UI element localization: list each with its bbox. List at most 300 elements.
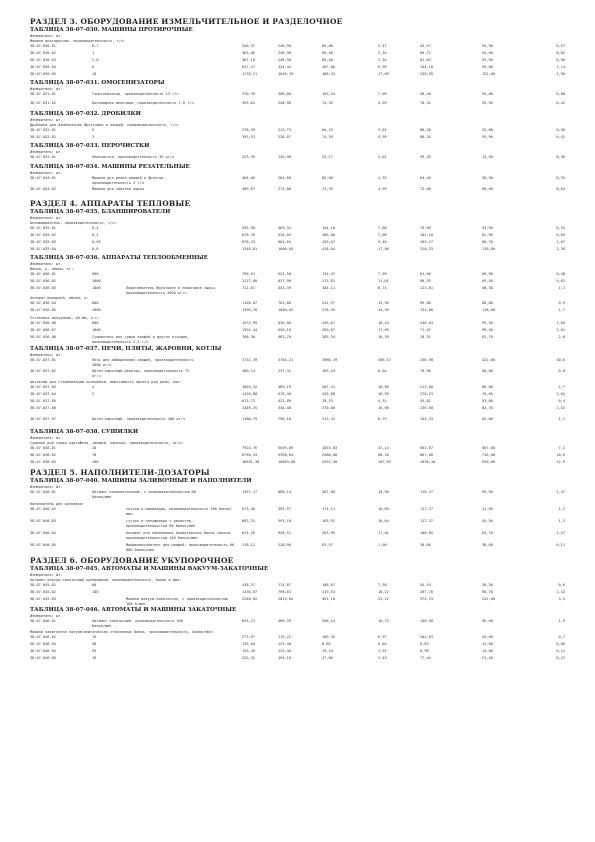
table-cell: 99,50 <box>482 328 493 332</box>
table-cell: 38-07-040-04 <box>30 531 56 535</box>
table-cell: 1000 <box>92 286 101 290</box>
table-row <box>30 51 575 58</box>
table-cell: 14,99 <box>378 308 389 312</box>
table-note: Измеритель: шт. <box>30 436 63 440</box>
table-cell: 10,6 <box>556 358 565 362</box>
table-cell: 38-07-037-06 <box>30 406 56 410</box>
table-cell: 768,30 <box>242 335 255 339</box>
table-cell: 624,50 <box>278 272 291 276</box>
table-cell: 207,70 <box>420 590 433 594</box>
table-cell: 38-07-037-01 <box>30 358 56 362</box>
table-note: Измеритель: шт. <box>30 485 63 489</box>
table-row <box>30 272 575 279</box>
table-cell: 38-07-045-03 <box>30 597 56 601</box>
table-cell: 118,00 <box>482 308 495 312</box>
table-cell: 240,03 <box>420 321 433 325</box>
table-cell: 56,60 <box>482 619 493 623</box>
table-cell: 595,90 <box>242 226 255 230</box>
table-cell: 38-07-040-02 <box>30 507 56 511</box>
table-cell: 154,18 <box>420 65 433 69</box>
table-cell: 375,33 <box>420 597 433 601</box>
table-row <box>30 597 575 606</box>
table-cell: 930,00 <box>482 460 495 464</box>
table-cell: 38-07-037-02 <box>30 369 56 373</box>
table-cell: 21,40 <box>482 656 493 660</box>
table-cell: 3704,21 <box>278 358 294 362</box>
table-row <box>30 417 575 428</box>
table-cell: 1,47 <box>556 490 565 494</box>
table-cell: 567,00 <box>482 446 495 450</box>
table-cell: 3,01 <box>378 155 387 159</box>
table-cell: 248,90 <box>278 44 291 48</box>
table-row <box>30 176 575 187</box>
table-cell: 38-07-030-05 <box>30 72 56 76</box>
table-cell: 134,88 <box>420 308 433 312</box>
table-cell: 18,22 <box>378 590 389 594</box>
table-cell: 55,90 <box>482 44 493 48</box>
table-heading: ТАБЛИЦА 38-07-035. БЛАНШИРОВАТЕЛИ <box>30 209 171 215</box>
table-cell: 1006,84 <box>278 247 294 251</box>
table-cell: 4,99 <box>378 135 387 139</box>
table-cell: 8,75 <box>378 417 387 421</box>
table-cell: 0,82 <box>556 51 565 55</box>
table-cell: 70,90 <box>420 369 431 373</box>
table-cell: 154,33 <box>420 417 433 421</box>
table-cell: 8750,33 <box>242 453 258 457</box>
table-cell: 0,95 <box>92 240 101 244</box>
table-cell: 5398,64 <box>278 453 294 457</box>
table-note: Измеритель: шт. <box>30 34 63 38</box>
table-row <box>30 519 575 531</box>
table-cell: 6,97 <box>378 635 387 639</box>
table-cell: 153,49 <box>242 649 255 653</box>
table-cell: 38-07-031-01 <box>30 92 56 96</box>
table-cell: 1176,21 <box>242 72 258 76</box>
table-cell: 1853,03 <box>322 446 338 450</box>
table-cell: 2,47 <box>378 44 387 48</box>
table-cell: 676,76 <box>242 233 255 237</box>
table-cell: 419,53 <box>322 590 335 594</box>
table-cell: 393,57 <box>278 507 291 511</box>
section-heading: РАЗДЕЛ 3. ОБОРУДОВАНИЕ ИЗМЕЛЬЧИТЕЛЬНОЕ И РАЗДЕЛОЧНОЕ <box>30 17 343 26</box>
table-cell: 45,50 <box>482 519 493 523</box>
table-cell: 1392,44 <box>242 328 258 332</box>
table-cell: 38-07-038-02 <box>30 453 56 457</box>
table-cell: 2,34 <box>378 58 387 62</box>
table-row <box>30 583 575 590</box>
table-cell: 187,06 <box>322 65 335 69</box>
table-cell: 270,23 <box>420 392 433 396</box>
table-row <box>30 543 575 555</box>
table-cell: 123,40 <box>278 649 291 653</box>
table-cell: 2,34 <box>378 51 387 55</box>
table-cell: 108,07 <box>322 583 335 587</box>
table-heading: ТАБЛИЦА 38-07-030. МАШИНЫ ПРОТИРОЧНЫЕ <box>30 27 193 33</box>
table-cell: Коллоидная мельница, производительность 7,0 т/ч <box>92 101 194 105</box>
table-cell: 232,00 <box>482 597 495 601</box>
table-row <box>30 247 575 254</box>
table-cell: 58,00 <box>482 187 493 191</box>
table-row <box>30 286 575 296</box>
table-cell: 134,47 <box>322 272 335 276</box>
table-cell: 19,10 <box>322 649 333 653</box>
table-note: Измеритель: шт. <box>30 573 63 577</box>
table-cell: 50,00 <box>482 369 493 373</box>
table-cell: 860,14 <box>278 490 291 494</box>
table-cell: 1,7 <box>558 308 565 312</box>
table-cell: 17,09 <box>378 328 389 332</box>
table-row <box>30 446 575 453</box>
table-cell: 18,31 <box>420 335 431 339</box>
table-cell: 117,37 <box>420 519 433 523</box>
table-cell: 63,60 <box>482 417 493 421</box>
table-cell: 55,00 <box>482 92 493 96</box>
table-cell: 38-07-038-03 <box>30 460 56 464</box>
table-cell: 10663,68 <box>278 460 296 464</box>
table-cell: 600 <box>92 321 99 325</box>
table-cell: 1,1 <box>558 417 565 421</box>
table-cell: 1000 <box>92 308 101 312</box>
table-cell: 98,70 <box>482 590 493 594</box>
table-cell: 58,48 <box>420 92 431 96</box>
table-row <box>30 590 575 597</box>
table-cell: 1572,99 <box>242 321 258 325</box>
table-cell: 1,9 <box>558 619 565 623</box>
table-cell: 0,64 <box>556 187 565 191</box>
table-cell: 204,63 <box>420 635 433 639</box>
table-cell: Котел-варочный-реактор, производительность 75 кг/ч <box>92 369 190 378</box>
table-cell: Фаршенаполнитель для овощей, производительность 60 000 банок/мин <box>126 543 235 552</box>
table-cell: 310,33 <box>420 247 433 251</box>
table-cell: 370,80 <box>322 406 335 410</box>
table-row <box>30 128 575 135</box>
table-row <box>30 619 575 630</box>
table-cell: 55,90 <box>482 101 493 105</box>
table-cell: 74,39 <box>322 101 333 105</box>
table-cell: 9,40 <box>378 240 387 244</box>
table-cell: 38-07-046-05 <box>30 656 56 660</box>
table-row <box>30 226 575 233</box>
table-cell: 1436,87 <box>242 590 258 594</box>
document-page <box>30 16 575 663</box>
table-row <box>30 72 575 79</box>
table-cell: 0,68 <box>556 92 565 96</box>
table-cell: 69,40 <box>482 279 493 283</box>
table-cell: 38-07-030-04 <box>30 65 56 69</box>
table-cell: 130,90 <box>278 155 291 159</box>
table-cell: 0,55 <box>556 226 565 230</box>
table-cell: 38-07-030-01 <box>30 44 56 48</box>
table-cell: 540,40 <box>278 406 291 410</box>
table-cell: 1,07 <box>556 240 565 244</box>
table-cell: 0,84 <box>378 642 387 646</box>
table-cell: 38-07-036-05 <box>30 308 56 312</box>
table-cell: 64,40 <box>420 176 431 180</box>
table-row <box>30 308 575 316</box>
table-note: Машина протирочная, производительность, т/ч: <box>30 39 126 43</box>
table-cell: 119,22 <box>278 635 291 639</box>
table-cell: 378,59 <box>322 308 335 312</box>
table-cell: 7,2 <box>558 446 565 450</box>
table-cell: 38-07-035-01 <box>30 226 56 230</box>
table-cell: 10 <box>92 72 97 76</box>
table-cell: 6,99 <box>378 65 387 69</box>
table-cell: 93,50 <box>482 321 493 325</box>
table-cell: 267,31 <box>322 385 335 389</box>
table-cell: 0,12 <box>556 649 565 653</box>
table-cell: 16,99 <box>378 392 389 396</box>
table-cell: 44,82 <box>420 399 431 403</box>
table-cell: 4,99 <box>378 101 387 105</box>
table-cell: 0,7 <box>558 635 565 639</box>
table-cell: 38-07-037-07 <box>30 417 56 421</box>
table-cell: 38-07-045-01 <box>30 583 56 587</box>
table-cell: 38-07-033-01 <box>30 155 56 159</box>
table-cell: 5 <box>92 128 95 132</box>
table-cell: 61,06 <box>420 272 431 276</box>
table-cell: 38-07-036-03 <box>30 286 56 290</box>
table-row <box>30 301 575 308</box>
table-cell: 45,00 <box>482 635 493 639</box>
table-cell: 10,90 <box>378 490 389 494</box>
table-cell: 393,18 <box>278 519 291 523</box>
table-cell: 38-07-036-08 <box>30 335 56 339</box>
table-cell: 12,9 <box>556 460 565 464</box>
table-cell: 488,43 <box>322 72 335 76</box>
table-cell: 837,90 <box>278 279 291 283</box>
table-cell: 55,90 <box>482 135 493 139</box>
table-cell: 109,35 <box>322 635 335 639</box>
table-cell: 118,00 <box>482 247 495 251</box>
table-cell: 80,34 <box>420 135 431 139</box>
table-cell: 562,67 <box>420 446 433 450</box>
table-cell: 39,35 <box>420 155 431 159</box>
table-cell: 0,83 <box>420 642 429 646</box>
table-cell: Сушиватель для сушки овощей и других отходов, производительность 2,5 т/ч <box>92 335 190 344</box>
table-cell: Автомат наполнительный, с производительностью 60 банок/мин <box>92 490 196 499</box>
table-cell: 17,08 <box>378 247 389 251</box>
table-cell: 387,18 <box>242 58 255 62</box>
table-cell: 790,18 <box>278 417 291 421</box>
table-cell: 320,32 <box>242 656 255 660</box>
table-cell: 0,7 <box>92 44 99 48</box>
table-row <box>30 385 575 392</box>
table-cell: 0,36 <box>556 128 565 132</box>
table-cell: Гомогенизатор, производительность 13 т/ч <box>92 92 179 96</box>
table-cell: Перочистка, производительность 30 кг/ч <box>92 155 175 159</box>
table-note: Ванна, ρ, объем, кг: <box>30 267 74 271</box>
table-cell: 66,00 <box>482 385 493 389</box>
table-cell: 38-07-035-03 <box>30 240 56 244</box>
table-cell: 223,39 <box>242 155 255 159</box>
table-cell: 0,4 <box>92 233 99 237</box>
table-cell: 7,38 <box>378 583 387 587</box>
table-cell: 243,31 <box>322 417 335 421</box>
table-cell: 70 <box>92 453 97 457</box>
table-cell: 99,80 <box>420 301 431 305</box>
table-cell: Аппарат для наполнения кондитерских банок сиропа, производительностью 100 банок/мин <box>126 531 233 540</box>
table-cell: 1,14 <box>556 65 565 69</box>
table-cell: 72,08 <box>420 187 431 191</box>
table-cell: 183,92 <box>322 519 335 523</box>
table-cell: 0,4 <box>558 399 565 403</box>
table-cell: 236,68 <box>420 406 433 410</box>
table-cell: 117,37 <box>420 507 433 511</box>
table-note: Аппарат выпарной, объем, л: <box>30 296 89 300</box>
table-cell: 118,47 <box>420 490 433 494</box>
table-cell: 68,18 <box>378 453 389 457</box>
table-cell: 10,03 <box>378 507 389 511</box>
table-cell: 30,30 <box>482 583 493 587</box>
table-row <box>30 279 575 286</box>
table-cell: Автомат закаточный, производительность 100 банок/мин <box>92 619 183 628</box>
table-cell: 248,90 <box>278 101 291 105</box>
table-cell: 123,40 <box>278 642 291 646</box>
table-row <box>30 649 575 656</box>
table-cell: 16,00 <box>378 406 389 410</box>
table-cell: 4352,30 <box>322 460 338 464</box>
table-cell: 438,37 <box>242 583 255 587</box>
table-cell: 184,11 <box>322 286 335 290</box>
table-cell: 650,10 <box>278 328 291 332</box>
table-note: Измеритель: шт. <box>30 353 63 357</box>
table-cell: 30 <box>92 642 97 646</box>
table-cell: 1,2 <box>558 507 565 511</box>
table-cell: 74,39 <box>322 187 333 191</box>
section-heading: РАЗДЕЛ 4. АППАРАТЫ ТЕПЛОВЫЕ <box>30 199 191 208</box>
table-cell: 13,00 <box>482 642 493 646</box>
table-cell: 2,01 <box>556 328 565 332</box>
table-cell: Машина вакуум-закаточная, с производительностью 100 б/мин <box>126 597 228 606</box>
table-cell: 0,4 <box>92 226 99 230</box>
table-cell: 0,62 <box>556 279 565 283</box>
table-cell: 2,52 <box>556 406 565 410</box>
table-cell: 393,62 <box>242 101 255 105</box>
table-cell: 1003,42 <box>242 385 258 389</box>
table-row <box>30 321 575 328</box>
table-cell: 84,70 <box>482 406 493 410</box>
table-row <box>30 656 575 663</box>
table-cell: 8,74 <box>378 286 387 290</box>
table-row <box>30 135 575 142</box>
table-cell: 6 <box>92 65 95 69</box>
table-cell: Подогреватель фруктовое и пороговое сырья, производительность 4500 кг/ч <box>126 286 217 295</box>
table-heading: ТАБЛИЦА 38-07-045. АВТОМАТЫ И МАШИНЫ ВАКУУМ-ЗАКАТОЧНЫЕ <box>30 566 269 572</box>
table-cell: 55,90 <box>482 58 493 62</box>
table-row <box>30 155 575 163</box>
table-cell: 670,40 <box>278 392 291 396</box>
table-cell: 611,28 <box>242 531 255 535</box>
table-heading: ТАБЛИЦА 38-07-031. ОМОГЕНИЗАТОРЫ <box>30 80 165 86</box>
table-cell: 256,98 <box>420 358 433 362</box>
table-cell: 38-07-037-03 <box>30 385 56 389</box>
table-row <box>30 233 575 240</box>
table-cell: 7,08 <box>378 226 387 230</box>
table-note: Измеритель: шт. <box>30 614 63 618</box>
table-cell: 55,90 <box>482 51 493 55</box>
table-heading: ТАБЛИЦА 38-07-038. СУШИЛКИ <box>30 429 139 435</box>
table-cell: 443,39 <box>278 286 291 290</box>
table-cell: 15,90 <box>378 301 389 305</box>
table-cell: 1,69 <box>556 321 565 325</box>
table-cell: 637,47 <box>242 65 255 69</box>
table-cell: 0,48 <box>556 272 565 276</box>
table-cell: 38-07-046-03 <box>30 642 56 646</box>
table-cell: 238,59 <box>420 72 433 76</box>
table-row <box>30 240 575 247</box>
table-row <box>30 101 575 110</box>
table-cell: 1117,80 <box>242 279 258 283</box>
table-cell: 85,00 <box>322 44 333 48</box>
table-cell: 0,8 <box>558 369 565 373</box>
table-cell: 38-07-046-04 <box>30 649 56 653</box>
table-cell: 36,66 <box>420 543 431 547</box>
table-note: Измеритель: шт. <box>30 87 63 91</box>
table-cell: 653,21 <box>242 619 255 623</box>
table-cell: 10,04 <box>378 519 389 523</box>
table-cell: 165,27 <box>420 240 433 244</box>
table-cell: 423,89 <box>278 399 291 403</box>
table-cell: 248,90 <box>278 51 291 55</box>
table-cell: 14,50 <box>482 155 493 159</box>
table-cell: 1340,81 <box>242 247 258 251</box>
table-cell: 716,00 <box>482 453 495 457</box>
table-heading: ТАБЛИЦА 38-07-033. ПЕРОЧИСТКИ <box>30 143 150 149</box>
table-row <box>30 460 575 467</box>
table-cell: 2240,02 <box>242 597 258 601</box>
table-cell: 1000 <box>92 328 101 332</box>
table-cell: 2,42 <box>556 590 565 594</box>
table-cell: 3 <box>92 135 95 139</box>
table-cell: 613,73 <box>242 399 255 403</box>
table-cell: 409,67 <box>242 187 255 191</box>
table-cell: 268,24 <box>322 619 335 623</box>
table-cell: 100 <box>92 590 99 594</box>
table-cell: 498,57 <box>378 358 391 362</box>
table-cell: 469,31 <box>278 226 291 230</box>
table-cell: 2460,00 <box>322 453 338 457</box>
table-cell: 10,6 <box>556 453 565 457</box>
table-cell: 4,35 <box>378 176 387 180</box>
table-cell: 1,00 <box>378 543 387 547</box>
table-cell: 20 <box>92 446 97 450</box>
table-cell: 41,80 <box>482 507 493 511</box>
table-cell: 38-07-030-03 <box>30 58 56 62</box>
table-cell: 2,7 <box>558 385 565 389</box>
table-cell: 1395,78 <box>242 308 258 312</box>
table-cell: 107,92 <box>378 460 391 464</box>
table-cell: 76,00 <box>482 392 493 396</box>
table-cell: 2,43 <box>378 656 387 660</box>
table-cell: 38-07-030-02 <box>30 51 56 55</box>
table-row <box>30 187 575 198</box>
table-cell: 359,67 <box>322 328 335 332</box>
table-heading: ТАБЛИЦА 38-07-034. МАШИНЫ РЕЗАТЕЛЬНЫЕ <box>30 164 190 170</box>
table-cell: 308,00 <box>278 92 291 96</box>
table-cell: 48,30 <box>482 286 493 290</box>
table-cell: 98,93 <box>420 279 431 283</box>
table-cell: 2,0 <box>558 335 565 339</box>
table-cell: 77,44 <box>420 656 431 660</box>
table-cell: 3980,19 <box>322 358 338 362</box>
table-cell: 63,57 <box>322 543 333 547</box>
table-cell: 213,81 <box>322 279 335 283</box>
table-cell: 1049,19 <box>278 72 294 76</box>
table-row <box>30 335 575 345</box>
table-cell: 883,31 <box>242 519 255 523</box>
table-cell: 285,34 <box>322 335 335 339</box>
table-cell: Печь для обжаривания овощей, производительность 3000 кг/ч <box>92 358 194 367</box>
